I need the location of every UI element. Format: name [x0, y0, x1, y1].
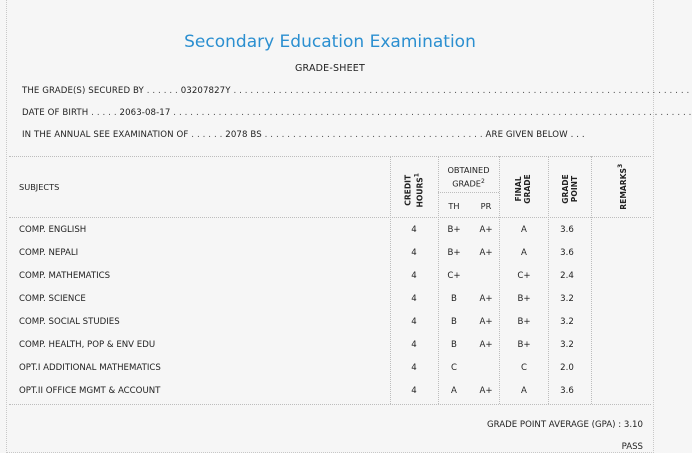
dob-label: DATE OF BIRTH — [22, 108, 89, 118]
table-row-final: A — [521, 248, 527, 258]
col-rule — [438, 156, 439, 404]
table-row-final: A — [521, 386, 527, 396]
table-row-final: A — [521, 225, 527, 235]
table-row-gp: 2.4 — [560, 271, 574, 281]
date-of-birth: 2063-08-17 — [119, 108, 171, 118]
table-row-final: B+ — [517, 317, 531, 327]
table-top-rule — [9, 156, 651, 157]
table-row-th: B — [451, 340, 457, 350]
table-row-final: B+ — [517, 340, 531, 350]
table-row-subject: OPT.II OFFICE MGMT & ACCOUNT — [19, 386, 161, 396]
exam-label: IN THE ANNUAL SEE EXAMINATION OF — [22, 130, 189, 140]
table-row-final: B+ — [517, 294, 531, 304]
table-row-subject: COMP. ENGLISH — [19, 225, 87, 235]
table-row-gp: 3.2 — [560, 340, 574, 350]
table-row-th: B+ — [447, 225, 461, 235]
gpa-line — [487, 420, 643, 430]
table-row-final: C — [520, 363, 527, 373]
exam-line: IN THE ANNUAL SEE EXAMINATION OF . . . . . . 2078 BS . . . . . . . . . . . . . . . . . . . . . . . . . . . . . . . . . . . . . . . ARE GIVEN BELOW . . . — [22, 130, 585, 140]
table-row-gp: 2.0 — [560, 363, 574, 373]
table-row-credit: 4 — [411, 294, 417, 304]
col-rule — [499, 156, 500, 404]
table-row-credit: 4 — [411, 225, 417, 235]
pr-header: PR — [480, 201, 492, 211]
obtained-grade-header: OBTAINED GRADE$^2$ — [447, 165, 490, 189]
table-row-pr: A+ — [479, 340, 493, 350]
table-row-credit: 4 — [411, 317, 417, 327]
secured-by-line: THE GRADE(S) SECURED BY . . . . . . 03207827Y . . . . . . . . . . . . . . . . . . . . . . . . . . . . . . . . . . . . . . . . . . . . . . . . . . . . . . . . . . . . . . . . . . . . . . . . . . . . . . . . . — [22, 86, 690, 96]
table-row-credit: 4 — [411, 363, 417, 373]
grade-point-header: GRADE POINT — [561, 174, 579, 204]
table-row-gp: 3.2 — [560, 317, 574, 327]
th-header: TH — [448, 201, 460, 211]
table-row-th: B+ — [447, 248, 461, 258]
table-row-pr: A+ — [479, 294, 493, 304]
table-row-credit: 4 — [411, 386, 417, 396]
table-row-th: B — [451, 317, 457, 327]
obtained-sub-rule — [438, 192, 499, 193]
col-rule — [390, 156, 391, 404]
table-row-th: B — [451, 294, 457, 304]
dob-line: DATE OF BIRTH . . . . . 2063-08-17 . . . . . . . . . . . . . . . . . . . . . . . . . . . . . . . . . . . . . . . . . . . . . . . . . . . . . . . . . . . . . . . . . . . . . . . . . . . . . . . . . . . . . . . . . . . . — [22, 108, 692, 118]
gpa-label: GRADE POINT AVERAGE (GPA) : — [486, 420, 622, 430]
table-row-th: A — [451, 386, 457, 396]
table-row-gp: 3.6 — [560, 386, 574, 396]
symbol-number: 03207827Y — [180, 86, 231, 96]
table-row-subject: COMP. SOCIAL STUDIES — [19, 317, 120, 327]
table-row-gp: 3.6 — [560, 225, 574, 235]
table-row-pr: A+ — [479, 317, 493, 327]
gpa-value: 3.10 — [623, 420, 643, 430]
exam-year: 2078 BS — [225, 130, 262, 140]
table-row-pr: A+ — [479, 386, 493, 396]
col-rule — [548, 156, 549, 404]
table-row-th: C+ — [447, 271, 461, 281]
table-row-th: C — [450, 363, 457, 373]
table-row-gp: 3.6 — [560, 248, 574, 258]
table-bottom-rule — [9, 404, 651, 405]
table-row-gp: 3.2 — [560, 294, 574, 304]
credit-hours-header: CREDIT HOURS$^1$ — [403, 173, 425, 208]
table-row-credit: 4 — [411, 340, 417, 350]
table-row-credit: 4 — [411, 271, 417, 281]
exam-title: Secondary Education Examination — [184, 32, 476, 52]
table-row-pr: A+ — [479, 225, 493, 235]
table-row-subject: COMP. HEALTH, POP & ENV EDU — [19, 340, 156, 350]
col-rule — [591, 156, 592, 404]
table-row-final: C+ — [517, 271, 531, 281]
sheet-subtitle: GRADE-SHEET — [294, 63, 365, 74]
table-row-subject: COMP. NEPALI — [19, 248, 79, 258]
grade-sheet — [6, 0, 692, 453]
table-header-rule — [9, 217, 651, 218]
result-status: PASS — [621, 442, 643, 452]
table-row-credit: 4 — [411, 248, 417, 258]
given-below-text: ARE GIVEN BELOW . . . — [485, 130, 585, 140]
table-row-subject: COMP. SCIENCE — [19, 294, 86, 304]
table-row-subject: COMP. MATHEMATICS — [19, 271, 111, 281]
table-row-pr: A+ — [479, 248, 493, 258]
final-grade-header: FINAL GRADE — [514, 174, 532, 204]
remarks-header: REMARKS$^3$ — [617, 163, 628, 210]
subjects-header: SUBJECTS — [19, 182, 60, 192]
table-row-subject: OPT.I ADDITIONAL MATHEMATICS — [19, 363, 161, 373]
secured-by-label: THE GRADE(S) SECURED BY — [22, 86, 144, 96]
